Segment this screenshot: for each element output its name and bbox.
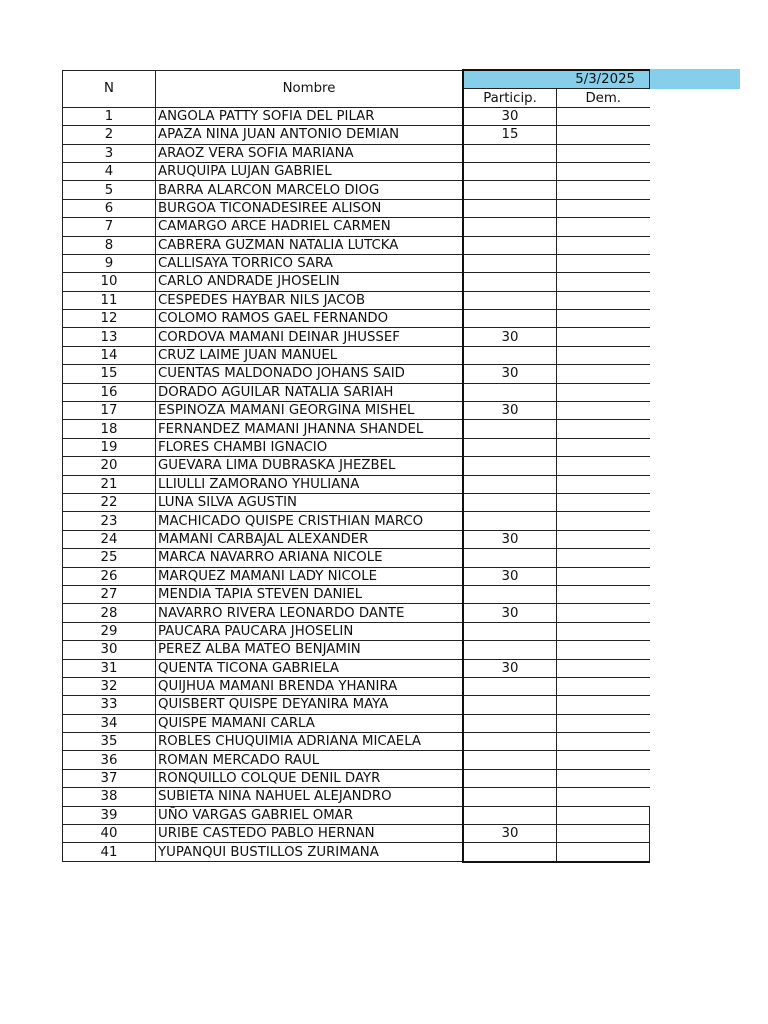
particip-cell[interactable] — [463, 622, 557, 640]
student-name-cell[interactable]: ROMAN MERCADO RAUL — [156, 751, 464, 769]
row-number-cell[interactable]: 16 — [63, 383, 156, 401]
student-name-cell[interactable]: URIBE CASTEDO PABLO HERNAN — [156, 825, 464, 843]
particip-cell[interactable]: 30 — [463, 659, 557, 677]
student-name-cell[interactable]: LLIULLI ZAMORANO YHULIANA — [156, 475, 464, 493]
table-row — [63, 199, 650, 217]
attendance-table — [62, 69, 650, 863]
row-number-cell[interactable]: 26 — [63, 567, 156, 585]
student-name-cell[interactable]: CUENTAS MALDONADO JOHANS SAID — [156, 365, 464, 383]
particip-cell[interactable] — [463, 751, 557, 769]
dem-cell[interactable] — [557, 199, 650, 217]
table-row — [63, 365, 650, 383]
table-row — [63, 530, 650, 548]
table-row — [63, 585, 650, 603]
row-number-cell[interactable]: 6 — [63, 199, 156, 217]
table-row — [63, 604, 650, 622]
header-dem[interactable]: Dem. — [557, 89, 650, 107]
particip-cell[interactable] — [463, 512, 557, 530]
dem-cell[interactable] — [557, 236, 650, 254]
dem-cell[interactable] — [557, 181, 650, 199]
row-number-cell[interactable]: 3 — [63, 144, 156, 162]
particip-cell[interactable]: 30 — [463, 604, 557, 622]
particip-cell[interactable] — [463, 254, 557, 272]
particip-cell[interactable] — [463, 696, 557, 714]
student-name-cell[interactable]: CALLISAYA TORRICO SARA — [156, 254, 464, 272]
particip-cell[interactable] — [463, 420, 557, 438]
dem-cell[interactable] — [557, 641, 650, 659]
row-number-cell[interactable]: 31 — [63, 659, 156, 677]
particip-cell[interactable] — [463, 291, 557, 309]
row-number-cell[interactable]: 40 — [63, 825, 156, 843]
dem-cell[interactable] — [557, 402, 650, 420]
dem-cell[interactable] — [557, 788, 650, 806]
row-number-cell[interactable]: 17 — [63, 402, 156, 420]
table-row — [63, 328, 650, 346]
particip-cell[interactable]: 30 — [463, 107, 557, 125]
header-date[interactable]: 5/3/2025 — [463, 70, 650, 89]
particip-cell[interactable] — [463, 457, 557, 475]
row-number-cell[interactable]: 8 — [63, 236, 156, 254]
student-name-cell[interactable]: PEREZ ALBA MATEO BENJAMIN — [156, 641, 464, 659]
particip-cell[interactable] — [463, 714, 557, 732]
student-name-cell[interactable]: LUNA SILVA AGUSTIN — [156, 493, 464, 511]
student-name-cell[interactable]: QUENTA TICONA GABRIELA — [156, 659, 464, 677]
particip-cell[interactable] — [463, 162, 557, 180]
student-name-cell[interactable]: NAVARRO RIVERA LEONARDO DANTE — [156, 604, 464, 622]
dem-cell[interactable] — [557, 696, 650, 714]
table-row — [63, 402, 650, 420]
row-number-cell[interactable]: 20 — [63, 457, 156, 475]
table-row — [63, 218, 650, 236]
dem-cell[interactable] — [557, 512, 650, 530]
particip-cell[interactable] — [463, 475, 557, 493]
particip-cell[interactable] — [463, 769, 557, 787]
student-name-cell[interactable]: CORDOVA MAMANI DEINAR JHUSSEF — [156, 328, 464, 346]
dem-cell[interactable] — [557, 549, 650, 567]
particip-cell[interactable]: 30 — [463, 402, 557, 420]
row-number-cell[interactable]: 30 — [63, 641, 156, 659]
attendance-sheet — [62, 69, 650, 863]
dem-cell[interactable] — [557, 310, 650, 328]
student-name-cell[interactable]: ANGOLA PATTY SOFIA DEL PILAR — [156, 107, 464, 125]
particip-cell[interactable]: 30 — [463, 530, 557, 548]
student-name-cell[interactable]: BARRA ALARCON MARCELO DIOG — [156, 181, 464, 199]
table-row — [63, 291, 650, 309]
dem-cell[interactable] — [557, 273, 650, 291]
row-number-cell[interactable]: 4 — [63, 162, 156, 180]
row-number-cell[interactable]: 18 — [63, 420, 156, 438]
particip-cell[interactable]: 30 — [463, 567, 557, 585]
table-body — [63, 107, 650, 862]
dem-cell[interactable] — [557, 365, 650, 383]
student-name-cell[interactable]: MENDIA TAPIA STEVEN DANIEL — [156, 585, 464, 603]
student-name-cell[interactable]: CAMARGO ARCE HADRIEL CARMEN — [156, 218, 464, 236]
row-number-cell[interactable]: 34 — [63, 714, 156, 732]
student-name-cell[interactable]: ARUQUIPA LUJAN GABRIEL — [156, 162, 464, 180]
particip-cell[interactable] — [463, 733, 557, 751]
student-name-cell[interactable]: FLORES CHAMBI IGNACIO — [156, 438, 464, 456]
row-number-cell[interactable]: 35 — [63, 733, 156, 751]
table-row — [63, 126, 650, 144]
header-n[interactable]: N — [63, 70, 156, 107]
dem-cell[interactable] — [557, 714, 650, 732]
table-row — [63, 493, 650, 511]
table-row — [63, 383, 650, 401]
table-row — [63, 843, 650, 862]
table-row — [63, 714, 650, 732]
student-name-cell[interactable]: SUBIETA NINA NAHUEL ALEJANDRO — [156, 788, 464, 806]
dem-cell[interactable] — [557, 604, 650, 622]
dem-cell[interactable] — [557, 806, 650, 824]
dem-cell[interactable] — [557, 420, 650, 438]
dem-cell[interactable] — [557, 493, 650, 511]
dem-cell[interactable] — [557, 457, 650, 475]
particip-cell[interactable]: 15 — [463, 126, 557, 144]
particip-cell[interactable] — [463, 383, 557, 401]
student-name-cell[interactable]: ROBLES CHUQUIMIA ADRIANA MICAELA — [156, 733, 464, 751]
date-header-fill — [647, 69, 740, 89]
table-row — [63, 622, 650, 640]
row-number-cell[interactable]: 32 — [63, 677, 156, 695]
student-name-cell[interactable]: ESPINOZA MAMANI GEORGINA MISHEL — [156, 402, 464, 420]
row-number-cell[interactable]: 33 — [63, 696, 156, 714]
table-row — [63, 181, 650, 199]
dem-cell[interactable] — [557, 328, 650, 346]
dem-cell[interactable] — [557, 843, 650, 862]
row-number-cell[interactable]: 9 — [63, 254, 156, 272]
dem-cell[interactable] — [557, 162, 650, 180]
particip-cell[interactable] — [463, 806, 557, 824]
table-row — [63, 788, 650, 806]
student-name-cell[interactable]: DORADO AGUILAR NATALIA SARIAH — [156, 383, 464, 401]
particip-cell[interactable] — [463, 181, 557, 199]
dem-cell[interactable] — [557, 585, 650, 603]
table-row — [63, 475, 650, 493]
student-name-cell[interactable]: MARQUEZ MAMANI LADY NICOLE — [156, 567, 464, 585]
dem-cell[interactable] — [557, 751, 650, 769]
student-name-cell[interactable]: ARAOZ VERA SOFIA MARIANA — [156, 144, 464, 162]
particip-cell[interactable] — [463, 236, 557, 254]
particip-cell[interactable] — [463, 144, 557, 162]
dem-cell[interactable] — [557, 733, 650, 751]
dem-cell[interactable] — [557, 438, 650, 456]
row-number-cell[interactable]: 19 — [63, 438, 156, 456]
particip-cell[interactable] — [463, 677, 557, 695]
table-row — [63, 806, 650, 824]
particip-cell[interactable] — [463, 788, 557, 806]
table-row — [63, 310, 650, 328]
row-number-cell[interactable]: 13 — [63, 328, 156, 346]
table-row — [63, 512, 650, 530]
dem-cell[interactable] — [557, 622, 650, 640]
row-number-cell[interactable]: 15 — [63, 365, 156, 383]
table-row — [63, 457, 650, 475]
row-number-cell[interactable]: 11 — [63, 291, 156, 309]
dem-cell[interactable] — [557, 677, 650, 695]
student-name-cell[interactable]: MAMANI CARBAJAL ALEXANDER — [156, 530, 464, 548]
row-number-cell[interactable]: 37 — [63, 769, 156, 787]
dem-cell[interactable] — [557, 218, 650, 236]
dem-cell[interactable] — [557, 107, 650, 125]
student-name-cell[interactable]: CABRERA GUZMAN NATALIA LUTCKA — [156, 236, 464, 254]
student-name-cell[interactable]: QUIJHUA MAMANI BRENDA YHANIRA — [156, 677, 464, 695]
student-name-cell[interactable]: MACHICADO QUISPE CRISTHIAN MARCO — [156, 512, 464, 530]
particip-cell[interactable] — [463, 346, 557, 364]
table-row — [63, 107, 650, 125]
table-row — [63, 144, 650, 162]
particip-cell[interactable] — [463, 438, 557, 456]
table-row — [63, 641, 650, 659]
student-name-cell[interactable]: CESPEDES HAYBAR NILS JACOB — [156, 291, 464, 309]
row-number-cell[interactable]: 7 — [63, 218, 156, 236]
student-name-cell[interactable]: FERNANDEZ MAMANI JHANNA SHANDEL — [156, 420, 464, 438]
row-number-cell[interactable]: 27 — [63, 585, 156, 603]
particip-cell[interactable]: 30 — [463, 328, 557, 346]
row-number-cell[interactable]: 14 — [63, 346, 156, 364]
dem-cell[interactable] — [557, 475, 650, 493]
row-number-cell[interactable]: 2 — [63, 126, 156, 144]
table-row — [63, 438, 650, 456]
dem-cell[interactable] — [557, 144, 650, 162]
dem-cell[interactable] — [557, 254, 650, 272]
table-row — [63, 567, 650, 585]
row-number-cell[interactable]: 10 — [63, 273, 156, 291]
table-row — [63, 254, 650, 272]
particip-cell[interactable] — [463, 273, 557, 291]
row-number-cell[interactable]: 29 — [63, 622, 156, 640]
dem-cell[interactable] — [557, 346, 650, 364]
student-name-cell[interactable]: GUEVARA LIMA DUBRASKA JHEZBEL — [156, 457, 464, 475]
table-row — [63, 733, 650, 751]
dem-cell[interactable] — [557, 126, 650, 144]
dem-cell[interactable] — [557, 567, 650, 585]
table-row — [63, 825, 650, 843]
particip-cell[interactable]: 30 — [463, 365, 557, 383]
dem-cell[interactable] — [557, 825, 650, 843]
student-name-cell[interactable]: CARLO ANDRADE JHOSELIN — [156, 273, 464, 291]
particip-cell[interactable]: 30 — [463, 825, 557, 843]
header-nombre[interactable]: Nombre — [156, 70, 464, 107]
table-row — [63, 751, 650, 769]
dem-cell[interactable] — [557, 530, 650, 548]
table-row — [63, 236, 650, 254]
row-number-cell[interactable]: 22 — [63, 493, 156, 511]
particip-cell[interactable] — [463, 843, 557, 862]
student-name-cell[interactable]: RONQUILLO COLQUE DENIL DAYR — [156, 769, 464, 787]
table-row — [63, 659, 650, 677]
row-number-cell[interactable]: 12 — [63, 310, 156, 328]
particip-cell[interactable] — [463, 199, 557, 217]
row-number-cell[interactable]: 39 — [63, 806, 156, 824]
particip-cell[interactable] — [463, 585, 557, 603]
student-name-cell[interactable]: COLOMO RAMOS GAEL FERNANDO — [156, 310, 464, 328]
row-number-cell[interactable]: 25 — [63, 549, 156, 567]
row-number-cell[interactable]: 38 — [63, 788, 156, 806]
particip-cell[interactable] — [463, 549, 557, 567]
student-name-cell[interactable]: BURGOA TICONADESIREE ALISON — [156, 199, 464, 217]
row-number-cell[interactable]: 24 — [63, 530, 156, 548]
table-row — [63, 162, 650, 180]
header-particip[interactable]: Particip. — [463, 89, 557, 107]
student-name-cell[interactable]: MARCA NAVARRO ARIANA NICOLE — [156, 549, 464, 567]
particip-cell[interactable] — [463, 218, 557, 236]
table-row — [63, 346, 650, 364]
table-row — [63, 549, 650, 567]
dem-cell[interactable] — [557, 291, 650, 309]
student-name-cell[interactable]: QUISPE MAMANI CARLA — [156, 714, 464, 732]
row-number-cell[interactable]: 23 — [63, 512, 156, 530]
student-name-cell[interactable]: UÑO VARGAS GABRIEL OMAR — [156, 806, 464, 824]
row-number-cell[interactable]: 41 — [63, 843, 156, 862]
row-number-cell[interactable]: 28 — [63, 604, 156, 622]
row-number-cell[interactable]: 5 — [63, 181, 156, 199]
particip-cell[interactable] — [463, 493, 557, 511]
dem-cell[interactable] — [557, 383, 650, 401]
row-number-cell[interactable]: 1 — [63, 107, 156, 125]
table-row — [63, 769, 650, 787]
table-row — [63, 420, 650, 438]
dem-cell[interactable] — [557, 659, 650, 677]
student-name-cell[interactable]: QUISBERT QUISPE DEYANIRA MAYA — [156, 696, 464, 714]
student-name-cell[interactable]: APAZA NINA JUAN ANTONIO DEMIAN — [156, 126, 464, 144]
student-name-cell[interactable]: PAUCARA PAUCARA JHOSELIN — [156, 622, 464, 640]
student-name-cell[interactable]: CRUZ LAIME JUAN MANUEL — [156, 346, 464, 364]
particip-cell[interactable] — [463, 641, 557, 659]
student-name-cell[interactable]: YUPANQUI BUSTILLOS ZURIMANA — [156, 843, 464, 862]
row-number-cell[interactable]: 21 — [63, 475, 156, 493]
dem-cell[interactable] — [557, 769, 650, 787]
table-row — [63, 696, 650, 714]
table-row — [63, 677, 650, 695]
table-row — [63, 273, 650, 291]
row-number-cell[interactable]: 36 — [63, 751, 156, 769]
particip-cell[interactable] — [463, 310, 557, 328]
